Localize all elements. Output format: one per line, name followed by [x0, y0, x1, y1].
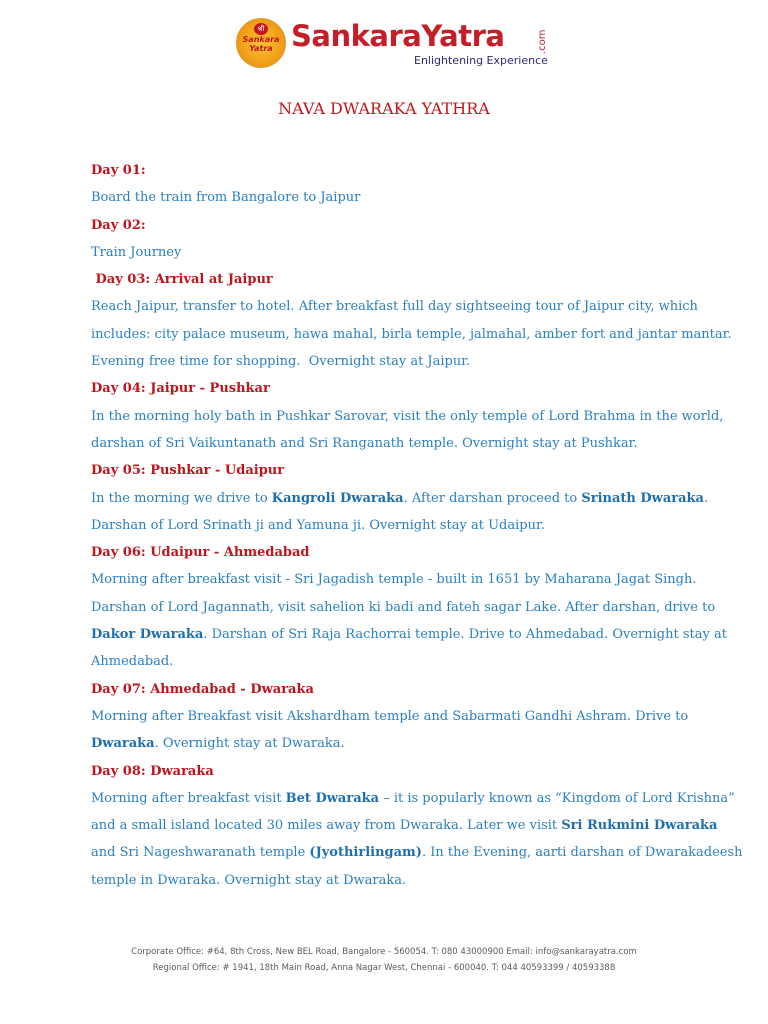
footer: [0, 944, 768, 976]
sankarayatra-logo: [236, 16, 556, 74]
day-05-text-part: In the morning we drive to: [91, 490, 272, 506]
day-08-text-part: Morning after breakfast visit: [91, 790, 286, 806]
day-03-heading: Day 03: Arrival at Jaipur: [91, 272, 273, 288]
footer-corporate-office: Corporate Office: #64, 8th Cross, New BEL Road, Bangalore - 560054. T: 080 43000900 Email: info@sankarayatra.com: [131, 947, 637, 957]
emblem-icon: [236, 18, 286, 68]
day-05-text-part: . After darshan proceed to: [403, 490, 582, 506]
day-04-text-line-1: In the morning holy bath in Pushkar Sarovar, visit the only temple of Lord Brahma in the world,: [91, 408, 724, 424]
logo-tagline: Enlightening Experience: [414, 54, 548, 67]
logo-tld: .com: [537, 29, 548, 54]
day-02-text: Train Journey: [91, 244, 182, 260]
day-06-text-part: . Darshan of Sri Raja Rachorrai temple. Drive to Ahmedabad. Overnight stay at: [203, 627, 727, 643]
day-08-text-line-2: [91, 812, 731, 839]
day-08-text-line-3: [91, 839, 743, 866]
logo-brand-name: SankaraYatra: [291, 19, 505, 53]
day-01-heading: Day 01:: [91, 163, 146, 178]
emblem-text-yatra: Yatra: [249, 44, 273, 53]
day-06-text-line-1: Morning after breakfast visit - Sri Jagadish temple - built in 1651 by Maharana Jagat Singh.: [91, 572, 697, 588]
day-03-text-line-3: Evening free time for shopping. Overnight stay at Jaipur.: [91, 354, 471, 370]
day-06-text-line-4: Ahmedabad.: [91, 654, 174, 670]
day-07-text-part: . Overnight stay at Dwaraka.: [154, 736, 345, 752]
day-07-heading: Day 07: Ahmedabad - Dwaraka: [91, 681, 314, 697]
day-06-heading: Day 06: Udaipur - Ahmedabad: [91, 545, 310, 561]
day-05-text-part: .: [703, 490, 709, 506]
day-08-text-part: – it is popularly known as “Kingdom of Lord Krishna”: [379, 790, 735, 806]
day-08-text-line-4: temple in Dwaraka. Overnight stay at Dwaraka.: [91, 872, 407, 888]
jyothirlingam: (Jyothirlingam): [309, 845, 422, 861]
day-04-text-line-2: darshan of Sri Vaikuntanath and Sri Ranganath temple. Overnight stay at Pushkar.: [91, 435, 638, 451]
day-08-text-line-1: [91, 785, 735, 812]
day-05-text-line-1: [91, 485, 731, 512]
day-08-text-part: . In the Evening, aarti darshan of Dwarakadeesh: [421, 845, 743, 861]
day-04-heading: Day 04: Jaipur - Pushkar: [91, 381, 270, 397]
day-05-text-line-2: Darshan of Lord Srinath ji and Yamuna ji. Overnight stay at Udaipur.: [91, 517, 545, 533]
footer-regional-office: Regional Office: # 1941, 18th Main Road, Anna Nagar West, Chennai - 600040. T: 044 40593399 / 40593388: [152, 963, 616, 973]
day-06-text-line-3: [91, 621, 731, 648]
day-07-text-line-1: Morning after Breakfast visit Akshardham temple and Sabarmati Gandhi Ashram. Drive to: [91, 708, 689, 724]
day-06-text-line-2: Darshan of Lord Jagannath, visit sahelion ki badi and fateh sagar Lake. After darshan, drive to: [91, 599, 716, 615]
dwaraka: Dwaraka: [91, 736, 155, 752]
dakor-dwaraka: Dakor Dwaraka: [91, 627, 204, 643]
srinath-dwaraka: Srinath Dwaraka: [581, 490, 704, 506]
day-03-text-line-2: includes: city palace museum, hawa mahal, birla temple, jalmahal, amber fort and jantar mantar.: [91, 326, 732, 342]
day-03-text-line-1: Reach Jaipur, transfer to hotel. After breakfast full day sightseeing tour of Jaipur city, which: [91, 299, 698, 315]
bet-dwaraka: Bet Dwaraka: [285, 790, 380, 806]
sri-rukmini-dwaraka: Sri Rukmini Dwaraka: [561, 818, 718, 834]
emblem-seal: श्री: [254, 23, 268, 35]
page-title: NAVA DWARAKA YATHRA: [278, 99, 490, 118]
day-01-text: Board the train from Bangalore to Jaipur: [91, 190, 361, 206]
day-07-text-line-2: [91, 730, 731, 757]
day-08-text-part: and a small island located 30 miles away from Dwaraka. Later we visit: [91, 818, 562, 834]
day-05-heading: Day 05: Pushkar - Udaipur: [91, 463, 285, 479]
itinerary: [91, 157, 743, 894]
day-08-text-part: and Sri Nageshwaranath temple: [91, 845, 310, 861]
day-02-heading: Day 02:: [91, 217, 146, 233]
kangroli-dwaraka: Kangroli Dwaraka: [271, 490, 404, 506]
emblem-text-sankara: Sankara: [242, 35, 280, 44]
day-08-heading: Day 08: Dwaraka: [91, 763, 214, 779]
